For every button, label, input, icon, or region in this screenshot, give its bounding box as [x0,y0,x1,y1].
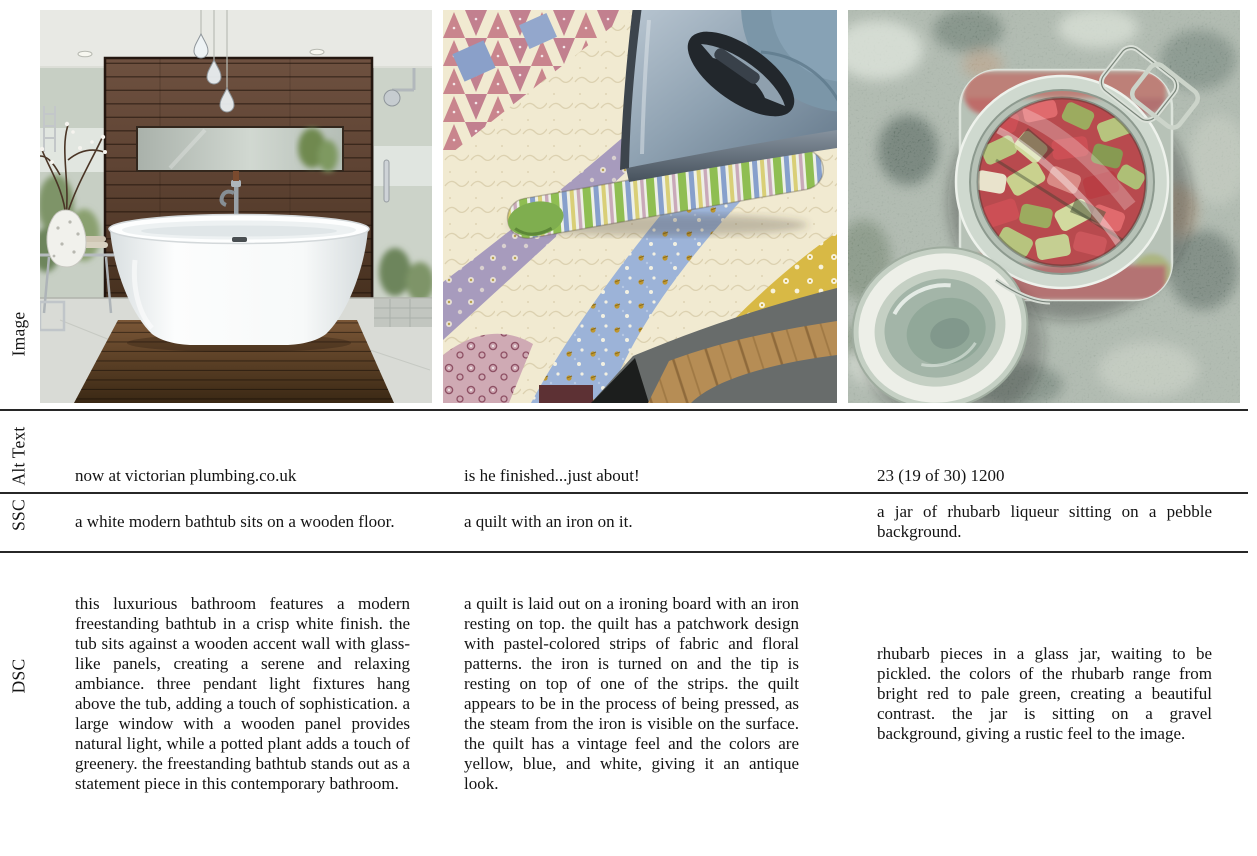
alt-text-3: 23 (19 of 30) 1200 [877,466,1005,485]
row-label-ssc: SSC [8,499,29,531]
alt-text-1: now at victorian plumbing.co.uk [75,466,297,485]
ssc-cell-2 [464,494,799,550]
dsc-cell-1 [75,552,410,835]
dsc-caption-1: this luxurious bathroom features a modern freestanding bathtub in a crisp white finish. the tub sits against a wooden accent wall with glass-like panels, creating a serene and relaxing ambiance. three pendant light fixtures hang above the tub, adding a touch of sophistication. a large window with a wooden panel provides natural light, while a potted plant adds a touch of greenery. the freestanding bathtub stands out as a statement piece in this contemporary bathroom. [75,593,410,793]
alt-text-cell-1 [75,411,410,489]
alt-text-cell-2 [464,411,799,489]
dsc-caption-2: a quilt is laid out on a ironing board with an iron resting on top. the quilt has a patchwork design with pastel-colored strips of fabric and floral patterns. the iron is turned on and the tip is resting on top of one of the strips. the quilt appears to be in the process of being pressed, as the steam from the iron is visible on the surface. the quilt has a vintage feel and the colors are yellow, blue, and white, giving it an antique look. [464,593,799,793]
ssc-caption-2: a quilt with an iron on it. [464,512,633,531]
ssc-cell-3 [877,494,1212,550]
alt-text-cell-3 [877,411,1212,489]
quilt-iron-illustration [443,10,837,403]
ssc-caption-3: a jar of rhubarb liqueur sitting on a pebble background. [877,502,1212,541]
quilt-iron-photo [443,10,837,403]
ssc-caption-1: a white modern bathtub sits on a wooden floor. [75,512,395,531]
rhubarb-jar-illustration [848,10,1240,403]
bathroom-photo [40,10,432,403]
dsc-caption-3: rhubarb pieces in a glass jar, waiting to be pickled. the colors of the rhubarb range from bright red to pale green, creating a beautiful contrast. the jar is sitting on a gravel background, giving a rustic feel to the image. [877,643,1212,743]
dsc-cell-2 [464,552,799,835]
row-label-alt-text: Alt Text [8,426,29,486]
bathroom-illustration [40,10,432,403]
rhubarb-jar-photo [848,10,1240,403]
alt-text-2: is he finished...just about! [464,466,640,485]
row-label-dsc: DSC [8,658,29,694]
dsc-cell-3 [877,552,1212,835]
row-label-image: Image [8,311,29,357]
ssc-cell-1 [75,494,410,550]
